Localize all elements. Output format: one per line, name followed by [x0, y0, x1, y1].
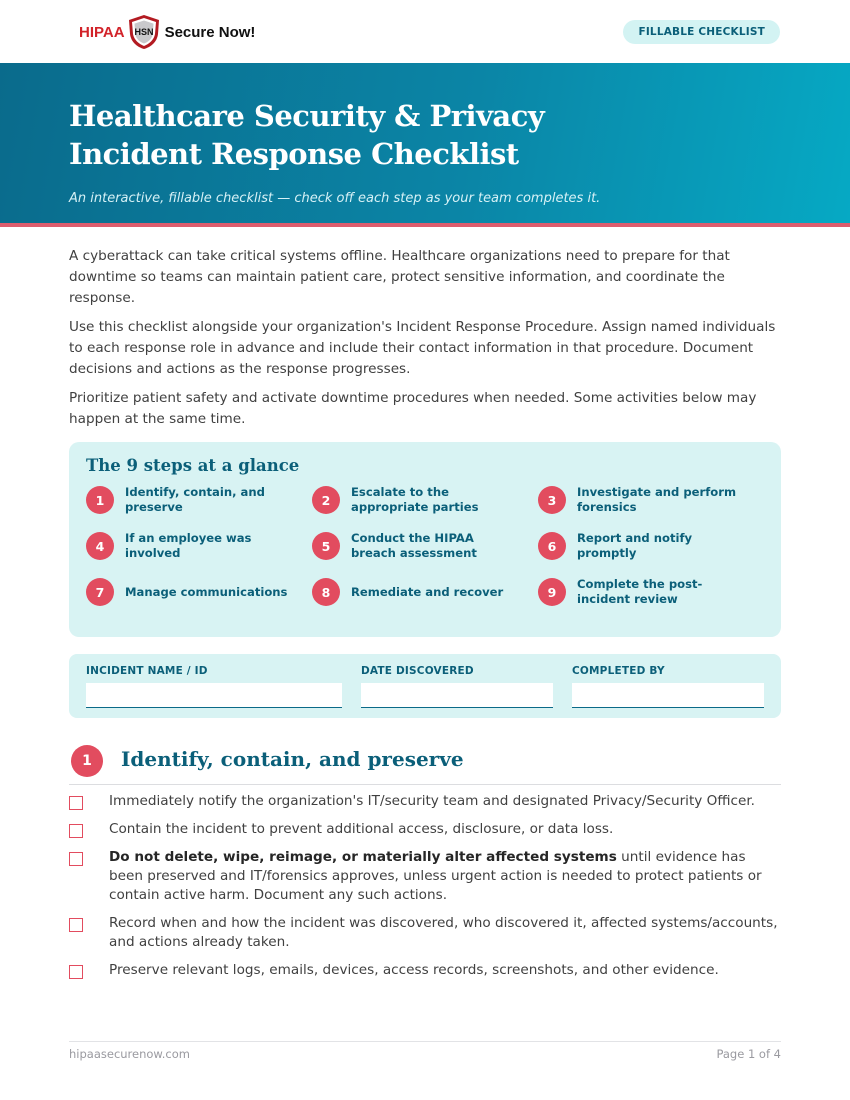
step-number-badge: 6 — [538, 532, 566, 560]
glance-step-7[interactable] — [86, 572, 296, 612]
checklist-checkbox[interactable] — [69, 824, 83, 838]
glance-step-6[interactable] — [538, 526, 748, 566]
page-subtitle: An interactive, fillable checklist — check off each step as your team completes it. — [69, 191, 601, 206]
checklist-checkbox[interactable] — [69, 918, 83, 932]
checklist-item-body: Contain the incident to prevent additional access, disclosure, or data loss. — [109, 821, 614, 837]
checklist-item — [69, 848, 781, 905]
checklist-item — [69, 792, 781, 811]
step-number-badge: 3 — [538, 486, 566, 514]
step-number-badge: 8 — [312, 578, 340, 606]
checklist-item-body: Preserve relevant logs, emails, devices, access records, screenshots, and other evidence. — [109, 962, 719, 978]
incident-name-field[interactable] — [86, 683, 342, 708]
section-1-checklist — [69, 792, 781, 989]
section-divider — [69, 784, 781, 785]
checklist-item — [69, 820, 781, 839]
checklist-checkbox[interactable] — [69, 852, 83, 866]
glance-step-5[interactable] — [312, 526, 522, 566]
incident-name-label: INCIDENT NAME / ID — [86, 665, 208, 677]
logo-hipaa-text: HIPAA — [79, 23, 125, 41]
completed-by-field[interactable] — [572, 683, 764, 708]
incident-info-form — [69, 654, 781, 718]
steps-at-a-glance-panel — [69, 442, 781, 637]
step-label: Manage communications — [125, 584, 288, 599]
glance-step-8[interactable] — [312, 572, 522, 612]
hero-divider — [0, 223, 850, 227]
intro-text — [69, 246, 781, 438]
checklist-item — [69, 961, 781, 980]
glance-step-3[interactable] — [538, 480, 748, 520]
footer-page-number: Page 1 of 4 — [716, 1047, 781, 1061]
hero-banner — [0, 63, 850, 223]
page-title — [69, 97, 669, 173]
checklist-item-text — [109, 961, 781, 980]
footer-site: hipaasecurenow.com — [69, 1047, 190, 1061]
step-number-badge: 1 — [86, 486, 114, 514]
page-title-line-2: Incident Response Checklist — [69, 137, 519, 171]
completed-by-label: COMPLETED BY — [572, 665, 665, 677]
checklist-item-text — [109, 914, 781, 952]
checklist-item-body: until evidence has been preserved and IT/forensics approves, unless urgent action is needed to protect patients or contain active harm. Document any such actions. — [109, 849, 762, 903]
section-title: Identify, contain, and preserve — [121, 747, 464, 771]
step-number-badge: 9 — [538, 578, 566, 606]
step-number-badge: 4 — [86, 532, 114, 560]
checklist-item — [69, 914, 781, 952]
glance-step-4[interactable] — [86, 526, 296, 566]
date-discovered-field[interactable] — [361, 683, 553, 708]
top-bar — [0, 0, 850, 63]
shield-logo-icon — [127, 14, 161, 50]
step-label: Conduct the HIPAA breach assessment — [351, 531, 477, 560]
checklist-item-body: Immediately notify the organization's IT/security team and designated Privacy/Security Officer. — [109, 793, 755, 809]
step-label: If an employee was involved — [125, 531, 252, 560]
intro-paragraph-3: Prioritize patient safety and activate downtime procedures when needed. Some activities below may happen at the same time. — [69, 390, 757, 427]
checklist-item-text — [109, 848, 781, 905]
checklist-item-text — [109, 792, 781, 811]
logo-secure-text: Secure Now! — [164, 23, 256, 41]
step-label: Report and notify promptly — [577, 531, 693, 560]
step-label: Complete the post-incident review — [577, 577, 703, 606]
checklist-item-body: Record when and how the incident was discovered, who discovered it, affected systems/accounts, and actions already taken. — [109, 915, 778, 950]
page-title-line-1: Healthcare Security & Privacy — [69, 99, 545, 133]
glance-step-2[interactable] — [312, 480, 522, 520]
checklist-item-text — [109, 820, 781, 839]
checklist-checkbox[interactable] — [69, 796, 83, 810]
fillable-checklist-badge: FILLABLE CHECKLIST — [623, 20, 780, 44]
checklist-item-bold: Do not delete, wipe, reimage, or materially alter affected systems — [109, 849, 617, 865]
footer-divider — [69, 1041, 781, 1042]
checklist-checkbox[interactable] — [69, 965, 83, 979]
glance-step-1[interactable] — [86, 480, 296, 520]
shield-logo-text: HSN — [134, 27, 154, 37]
glance-step-9[interactable] — [538, 572, 748, 612]
date-discovered-label: DATE DISCOVERED — [361, 665, 474, 677]
section-number-badge: 1 — [71, 745, 103, 777]
step-label: Investigate and perform forensics — [577, 485, 737, 514]
step-number-badge: 5 — [312, 532, 340, 560]
step-number-badge: 2 — [312, 486, 340, 514]
intro-paragraph-1: A cyberattack can take critical systems offline. Healthcare organizations need to prepare for that downtime so teams can maintain patient care, protect sensitive information, and coordinate the response. — [69, 248, 730, 306]
intro-paragraph-2: Use this checklist alongside your organization's Incident Response Procedure. Assign named individuals to each response role in advance and include their contact information in that procedure. Document decisions and actions as the response progresses. — [69, 319, 776, 377]
step-label: Escalate to the appropriate parties — [351, 485, 479, 514]
step-label: Identify, contain, and preserve — [125, 485, 265, 514]
step-label: Remediate and recover — [351, 584, 504, 599]
glance-title: The 9 steps at a glance — [86, 456, 300, 475]
step-number-badge: 7 — [86, 578, 114, 606]
logo — [79, 14, 255, 50]
